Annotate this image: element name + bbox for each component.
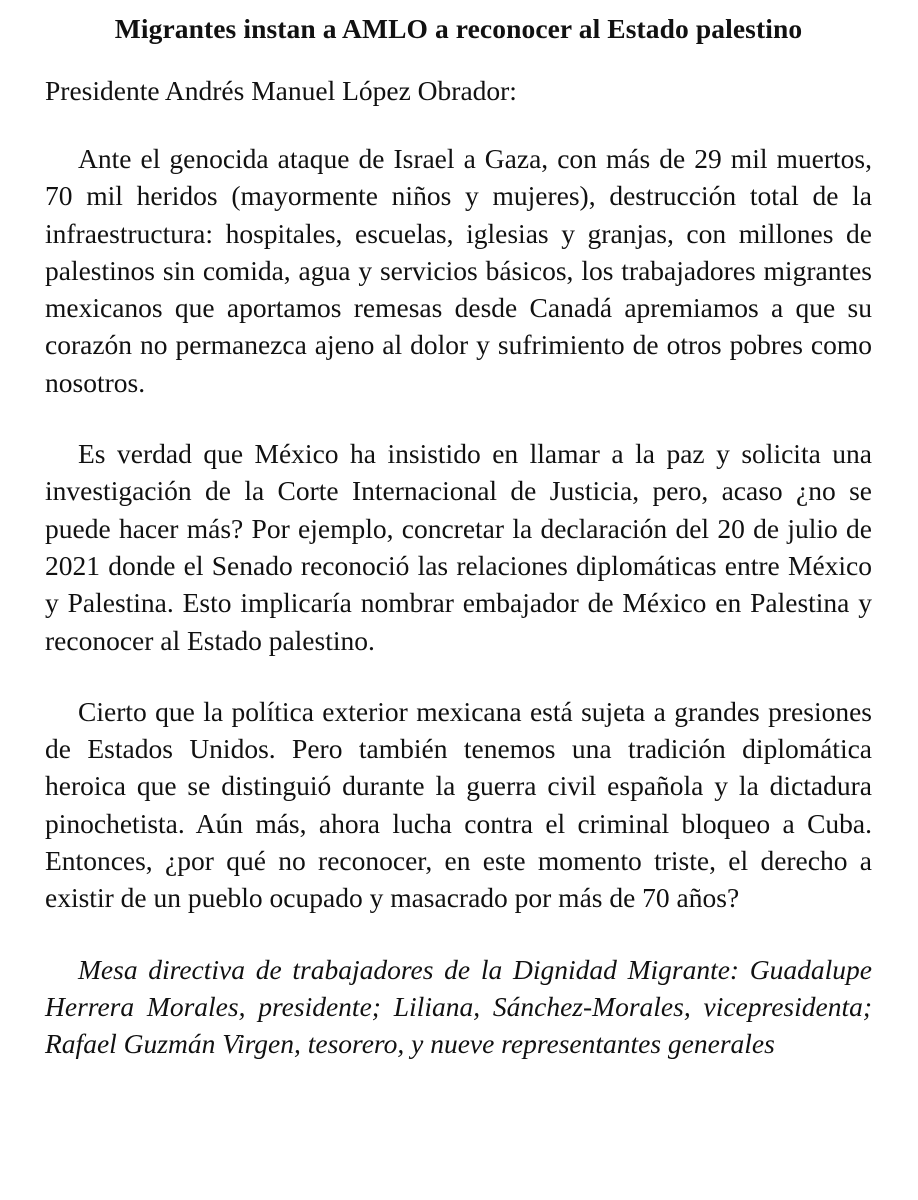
letter-paragraph-1: Ante el genocida ataque de Israel a Gaza, con más de 29 mil muertos, 70 mil heridos (mayormente niños y mujeres), destrucción total de la infraestructura: hospitales, escuelas, iglesias y granjas, con millones de palestinos sin comida, agua y servicios básicos, los trabajadores migrantes mexicanos que aportamos remesas desde Canadá apremiamos a que su corazón no permanezca ajeno al dolor y sufrimiento de otros pobres como nosotros. — [45, 143, 872, 398]
letter-signature: Mesa directiva de trabajadores de la Dignidad Migrante: Guadalupe Herrera Morales, presidente; Liliana, Sánchez-Morales, vicepresidenta; Rafael Guzmán Virgen, tesorero, y nueve representantes generales — [45, 953, 872, 1059]
letter-paragraph-3: Cierto que la política exterior mexicana está sujeta a grandes presiones de Estados Unidos. Pero también tenemos una tradición diplomática heroica que se distinguió durante la guerra civil española y la dictadura pinochetista. Aún más, ahora lucha contra el criminal bloqueo a Cuba. Entonces, ¿por qué no reconocer, en este momento triste, el derecho a existir de un pueblo ocupado y masacrado por más de 70 años? — [45, 695, 872, 914]
letter-salutation: Presidente Andrés Manuel López Obrador: — [45, 75, 517, 106]
letter-title: Migrantes instan a AMLO a reconocer al Estado palestino — [114, 13, 803, 44]
letter-paragraph-2: Es verdad que México ha insistido en llamar a la paz y solicita una investigación de la Corte Internacional de Justicia, pero, acaso ¿no se puede hacer más? Por ejemplo, concretar la declaración del 20 de julio de 2021 donde el Senado reconoció las relaciones diplomáticas entre México y Palestina. Esto implicaría nombrar embajador de México en Palestina y reconocer al Estado palestino. — [45, 438, 872, 656]
